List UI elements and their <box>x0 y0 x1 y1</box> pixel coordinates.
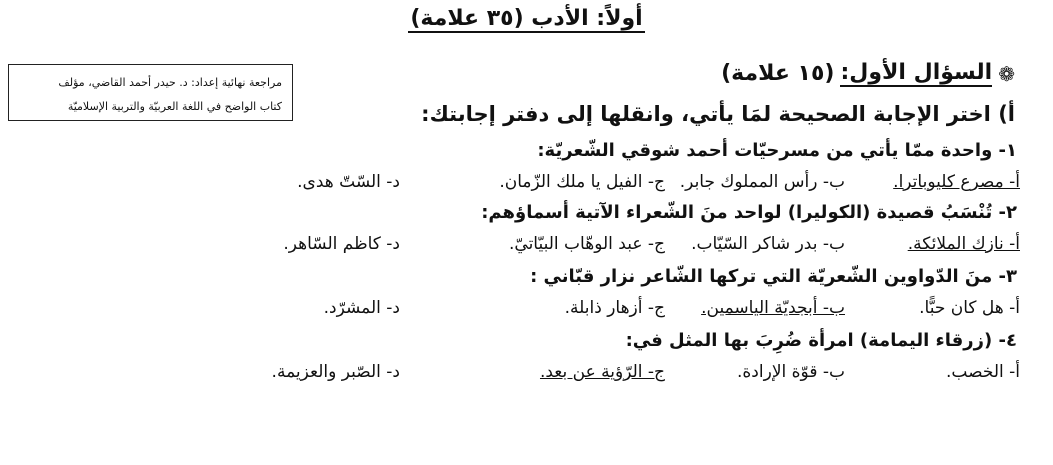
item-2-option-c: ج- عبد الوهّاب البيّاتيّ. <box>509 234 665 254</box>
item-1-stem: ١- واحدة ممّا يأتي من مسرحيّات أحمد شوقي الشّعريّة: <box>537 140 1017 161</box>
item-2-stem: ٢- تُنْسَبُ قصيدة (الكوليرا) لواحد منَ الشّعراء الآتية أسماؤهم: <box>481 202 1017 223</box>
question-label: السؤال الأول: <box>840 60 993 85</box>
question-header <box>721 60 1015 87</box>
item-1-option-c: ج- الفيل يا ملك الزّمان. <box>499 172 665 192</box>
item-1-option-d: د- السّتّ هدى. <box>297 172 400 192</box>
item-2-option-d: د- كاظم السّاهر. <box>283 234 400 254</box>
item-3-options <box>230 298 1020 324</box>
item-1-option-b: ب- رأس المملوك جابر. <box>679 172 845 192</box>
section-title <box>0 6 1053 31</box>
item-3-option-d: د- المشرّد. <box>323 298 400 318</box>
item-3-option-c: ج- أزهار ذابلة. <box>564 298 665 318</box>
item-2-option-b: ب- بدر شاكر السّيّاب. <box>691 234 845 254</box>
item-4-option-a: أ- الخصب. <box>946 362 1020 382</box>
author-note-line-1: مراجعة نهائية إعداد: د. حيدر أحمد القاضي، مؤلف <box>58 76 282 89</box>
instruction: أ) اختر الإجابة الصحيحة لمَا يأتي، وانقلها إلى دفتر إجابتك: <box>421 102 1015 126</box>
item-4-options <box>230 362 1020 388</box>
question-marks: (١٥ علامة) <box>721 61 835 86</box>
author-note-box <box>8 64 293 121</box>
item-4-option-b: ب- قوّة الإرادة. <box>737 362 845 382</box>
item-4-stem: ٤- (زرقاء اليمامة) امرأة ضُرِبَ بها المثل في: <box>625 330 1017 351</box>
item-3-option-b: ب- أبجديّة الياسمين. <box>701 298 845 318</box>
item-1-option-a: أ- مصرع كليوباترا. <box>893 172 1020 192</box>
item-1-options <box>230 172 1020 198</box>
item-3-stem: ٣- منَ الدّواوين الشّعريّة التي تركها الشّاعر نزار قبّاني : <box>530 266 1017 287</box>
section-title-text: أولاً: الأدب (٣٥ علامة) <box>410 6 643 31</box>
item-4-option-d: د- الصّبر والعزيمة. <box>271 362 400 382</box>
item-2-options <box>230 234 1020 260</box>
item-2-option-a: أ- نازك الملائكة. <box>907 234 1020 254</box>
author-note-line-2: كتاب الواضح في اللغة العربيّة والتربية الإسلاميّة <box>67 100 282 113</box>
item-3-option-a: أ- هل كان حبًّا. <box>919 298 1020 318</box>
flower-bullet-icon: ❁ <box>998 61 1015 86</box>
item-4-option-c: ج- الرّؤية عن بعد. <box>539 362 665 382</box>
